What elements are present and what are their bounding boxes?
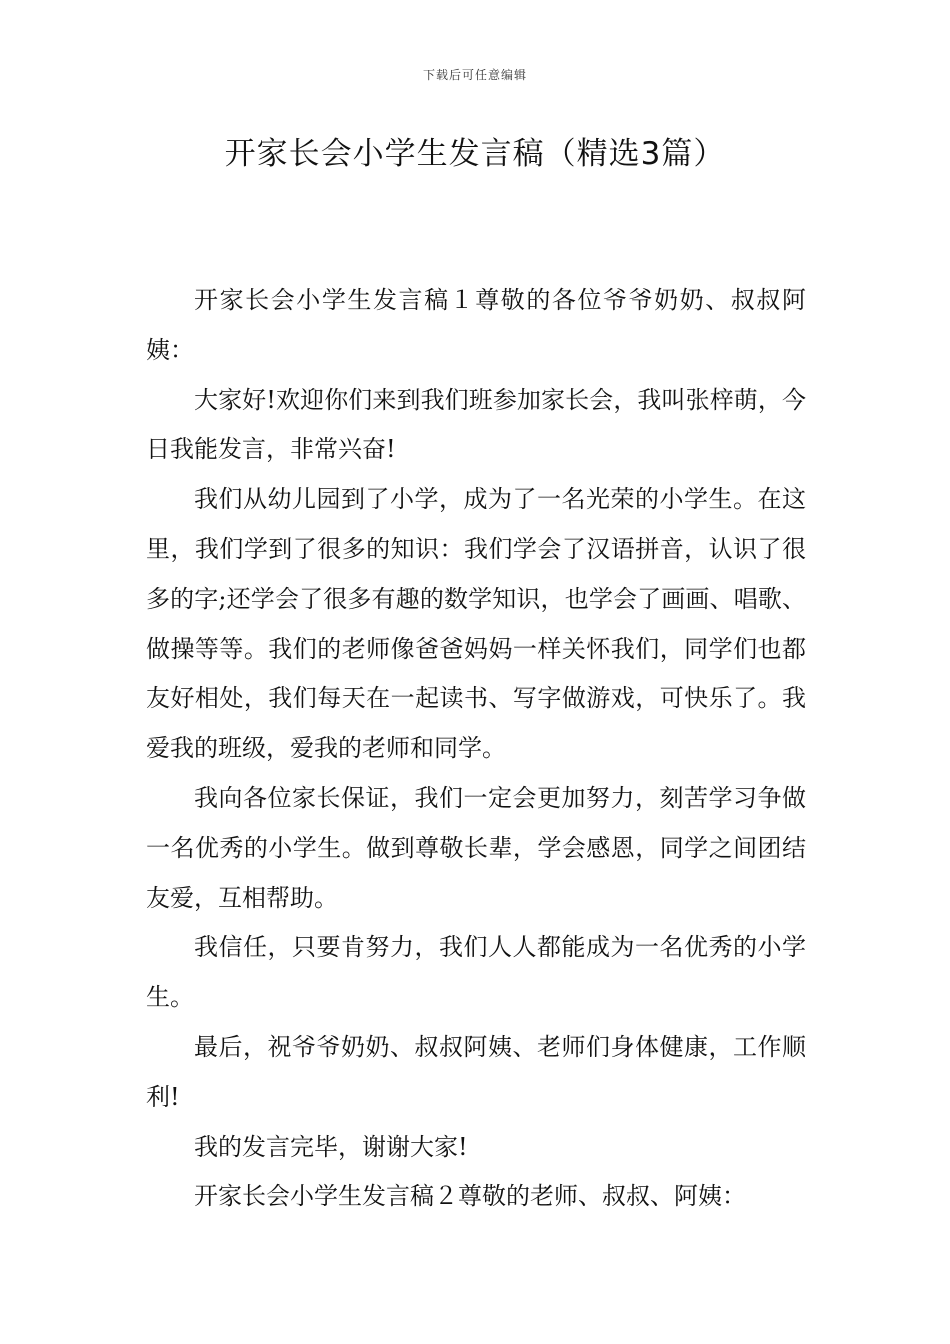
paragraph: 我们从幼儿园到了小学，成为了一名光荣的小学生。在这里，我们学到了很多的知识：我们学会了汉语拼音，认识了很多的字;还学会了很多有趣的数学知识，也学会了画画、唱歌、做操等等。我们的老师像爸爸妈妈一样关怀我们，同学们也都友好相处，我们每天在一起读书、写字做游戏，可快乐了。我爱我的班级，爱我的老师和同学。 <box>146 485 806 763</box>
header-note: 下载后可任意编辑 <box>422 68 527 82</box>
document-body <box>146 276 806 1222</box>
paragraph: 我向各位家长保证，我们一定会更加努力，刻苦学习争做一名优秀的小学生。做到尊敬长辈，学会感恩，同学之间团结友爱，互相帮助。 <box>146 783 806 912</box>
paragraph: 开家长会小学生发言稿１尊敬的各位爷爷奶奶、叔叔阿姨： <box>146 286 806 364</box>
paragraph: 最后，祝爷爷奶奶、叔叔阿姨、老师们身体健康，工作顺利! <box>146 1032 806 1111</box>
paragraph: 我信任，只要肯努力，我们人人都能成为一名优秀的小学生。 <box>146 933 806 1012</box>
paragraph: 开家长会小学生发言稿２尊敬的老师、叔叔、阿姨： <box>194 1182 746 1211</box>
paragraph: 大家好!欢迎你们来到我们班参加家长会，我叫张梓萌，今日我能发言，非常兴奋! <box>146 385 806 464</box>
paragraph: 我的发言完毕，谢谢大家! <box>194 1132 468 1161</box>
document-title: 开家长会小学生发言稿（精选3篇） <box>224 136 726 172</box>
